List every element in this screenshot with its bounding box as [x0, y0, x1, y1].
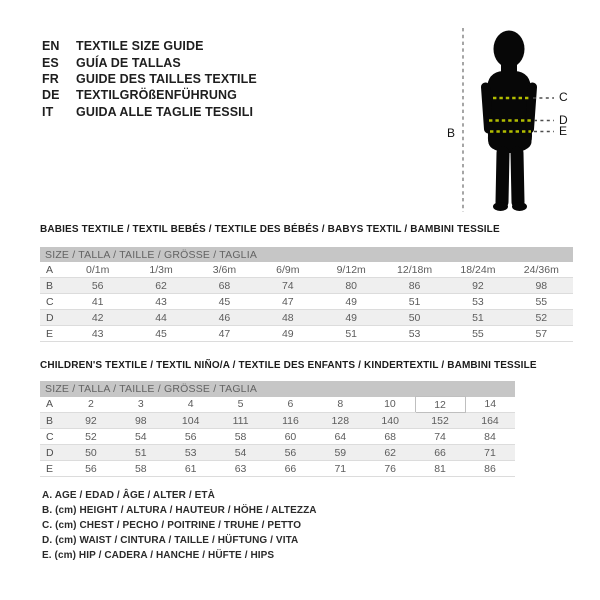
size-cell: 59	[315, 445, 365, 461]
size-cell: 50	[383, 310, 446, 326]
language-row	[42, 38, 257, 54]
size-cell: 44	[129, 310, 192, 326]
language-row	[42, 71, 257, 87]
size-cell: 86	[383, 278, 446, 294]
size-cell: 66	[415, 445, 465, 461]
size-cell: 42	[66, 310, 129, 326]
size-cell: 71	[315, 461, 365, 477]
size-cell: 46	[193, 310, 256, 326]
size-cell: 57	[510, 326, 573, 342]
size-cell: 24/36m	[510, 262, 573, 278]
size-cell: 140	[365, 413, 415, 429]
size-cell: 47	[256, 294, 319, 310]
size-cell: 45	[129, 326, 192, 342]
table-row	[40, 294, 573, 310]
size-cell: 8	[315, 397, 365, 413]
size-cell: 53	[166, 445, 216, 461]
row-label: A	[40, 397, 66, 413]
size-cell: 56	[66, 278, 129, 294]
legend-line: E. (cm) HIP / CADERA / HANCHE / HÜFTE / HIPS	[42, 550, 275, 561]
size-cell: 18/24m	[446, 262, 509, 278]
silhouette-right-leg	[517, 153, 518, 202]
size-cell: 1/3m	[129, 262, 192, 278]
size-cell: 51	[446, 310, 509, 326]
babies-table-header: SIZE / TALLA / TAILLE / GRÖSSE / TAGLIA	[40, 247, 573, 262]
child-figure	[438, 10, 600, 228]
table-row	[40, 413, 515, 429]
size-cell: 56	[266, 445, 316, 461]
silhouette-left-foot	[493, 202, 508, 211]
language-title: TEXTILGRÖßENFÜHRUNG	[76, 88, 237, 103]
language-list	[42, 38, 257, 120]
size-cell: 50	[66, 445, 116, 461]
language-title: GUÍA DE TALLAS	[76, 55, 181, 70]
silhouette-left-arm	[486, 87, 489, 129]
legend-line: C. (cm) CHEST / PECHO / POITRINE / TRUHE / PETTO	[42, 520, 302, 531]
size-cell: 45	[193, 294, 256, 310]
language-title: TEXTILE SIZE GUIDE	[76, 39, 204, 54]
size-cell: 47	[193, 326, 256, 342]
children-table-body	[40, 397, 515, 477]
size-cell: 92	[66, 413, 116, 429]
table-row	[40, 278, 573, 294]
size-cell: 71	[465, 445, 515, 461]
size-cell: 55	[510, 294, 573, 310]
language-title: GUIDA ALLE TAGLIE TESSILI	[76, 104, 254, 119]
size-cell: 14	[465, 397, 515, 413]
size-cell: 56	[66, 461, 116, 477]
size-cell: 80	[320, 278, 383, 294]
row-label: B	[40, 413, 66, 429]
size-cell: 60	[266, 429, 316, 445]
children-section-title: CHILDREN'S TEXTILE / TEXTIL NIÑO/A / TEXTILE DES ENFANTS / KINDERTEXTIL / BAMBINI TESSILE	[40, 360, 537, 371]
size-cell: 74	[256, 278, 319, 294]
table-row	[40, 262, 573, 278]
size-cell: 5	[216, 397, 266, 413]
size-cell: 111	[216, 413, 266, 429]
silhouette-hips	[489, 131, 532, 153]
size-cell: 62	[129, 278, 192, 294]
size-cell: 92	[446, 278, 509, 294]
size-cell: 12	[415, 397, 465, 413]
language-row	[42, 104, 257, 120]
child-silhouette-graphic	[438, 10, 600, 228]
size-cell: 43	[129, 294, 192, 310]
size-cell: 104	[166, 413, 216, 429]
size-cell: 63	[216, 461, 266, 477]
language-title: GUIDE DES TAILLES TEXTILE	[76, 71, 257, 86]
size-cell: 51	[320, 326, 383, 342]
size-cell: 164	[465, 413, 515, 429]
size-cell: 49	[320, 310, 383, 326]
size-cell: 128	[315, 413, 365, 429]
size-cell: 74	[415, 429, 465, 445]
size-cell: 54	[216, 445, 266, 461]
size-cell: 3	[116, 397, 166, 413]
row-label: E	[40, 461, 66, 477]
size-cell: 51	[383, 294, 446, 310]
size-cell: 68	[365, 429, 415, 445]
measure-label-height: B	[447, 126, 456, 140]
size-cell: 52	[510, 310, 573, 326]
size-cell: 64	[315, 429, 365, 445]
size-cell: 76	[365, 461, 415, 477]
row-label: E	[40, 326, 66, 342]
legend-line: D. (cm) WAIST / CINTURA / TAILLE / HÜFTUNG / VITA	[42, 535, 299, 546]
measure-label-waist: D	[559, 113, 568, 127]
measure-label-chest: C	[559, 90, 568, 104]
size-cell: 81	[415, 461, 465, 477]
children-size-table	[40, 381, 515, 477]
language-row	[42, 87, 257, 103]
size-cell: 6/9m	[256, 262, 319, 278]
table-row	[40, 397, 515, 413]
size-cell: 116	[266, 413, 316, 429]
size-cell: 41	[66, 294, 129, 310]
language-code: FR	[42, 71, 59, 86]
size-cell: 51	[116, 445, 166, 461]
size-cell: 53	[383, 326, 446, 342]
size-cell: 52	[66, 429, 116, 445]
measurement-legend	[42, 490, 317, 565]
size-cell: 55	[446, 326, 509, 342]
silhouette-right-foot	[512, 202, 527, 211]
size-cell: 66	[266, 461, 316, 477]
legend-line: B. (cm) HEIGHT / ALTURA / HAUTEUR / HÖHE / ALTEZZA	[42, 505, 317, 516]
row-label: D	[40, 445, 66, 461]
row-label: D	[40, 310, 66, 326]
language-code: EN	[42, 39, 60, 54]
row-label: C	[40, 429, 66, 445]
size-cell: 3/6m	[193, 262, 256, 278]
babies-table-body	[40, 262, 573, 342]
size-cell: 62	[365, 445, 415, 461]
size-cell: 10	[365, 397, 415, 413]
row-label: A	[40, 262, 66, 278]
language-code: DE	[42, 88, 60, 103]
language-code: IT	[42, 104, 54, 119]
size-cell: 4	[166, 397, 216, 413]
children-table-header: SIZE / TALLA / TAILLE / GRÖSSE / TAGLIA	[40, 381, 515, 397]
measure-label-hip: E	[559, 124, 568, 138]
size-cell: 56	[166, 429, 216, 445]
table-row	[40, 461, 515, 477]
size-cell: 12/18m	[383, 262, 446, 278]
babies-section-title: BABIES TEXTILE / TEXTIL BEBÉS / TEXTILE DES BÉBÉS / BABYS TEXTIL / BAMBINI TESSILE	[40, 224, 500, 235]
legend-line: A. AGE / EDAD / ÂGE / ALTER / ETÀ	[42, 490, 215, 501]
language-code: ES	[42, 55, 59, 70]
size-cell: 6	[266, 397, 316, 413]
row-label: B	[40, 278, 66, 294]
table-row	[40, 326, 573, 342]
size-cell: 61	[166, 461, 216, 477]
size-cell: 54	[116, 429, 166, 445]
size-cell: 0/1m	[66, 262, 129, 278]
size-cell: 58	[216, 429, 266, 445]
size-cell: 98	[510, 278, 573, 294]
row-label: C	[40, 294, 66, 310]
size-cell: 58	[116, 461, 166, 477]
size-cell: 48	[256, 310, 319, 326]
size-cell: 2	[66, 397, 116, 413]
size-cell: 68	[193, 278, 256, 294]
size-cell: 49	[256, 326, 319, 342]
language-row	[42, 54, 257, 70]
size-cell: 98	[116, 413, 166, 429]
size-cell: 152	[415, 413, 465, 429]
size-cell: 49	[320, 294, 383, 310]
silhouette-left-leg	[502, 153, 503, 202]
table-row	[40, 445, 515, 461]
table-row	[40, 429, 515, 445]
size-cell: 84	[465, 429, 515, 445]
babies-size-table	[40, 247, 573, 342]
size-cell: 53	[446, 294, 509, 310]
table-row	[40, 310, 573, 326]
size-cell: 43	[66, 326, 129, 342]
size-cell: 86	[465, 461, 515, 477]
silhouette-right-arm	[530, 87, 533, 129]
size-cell: 9/12m	[320, 262, 383, 278]
